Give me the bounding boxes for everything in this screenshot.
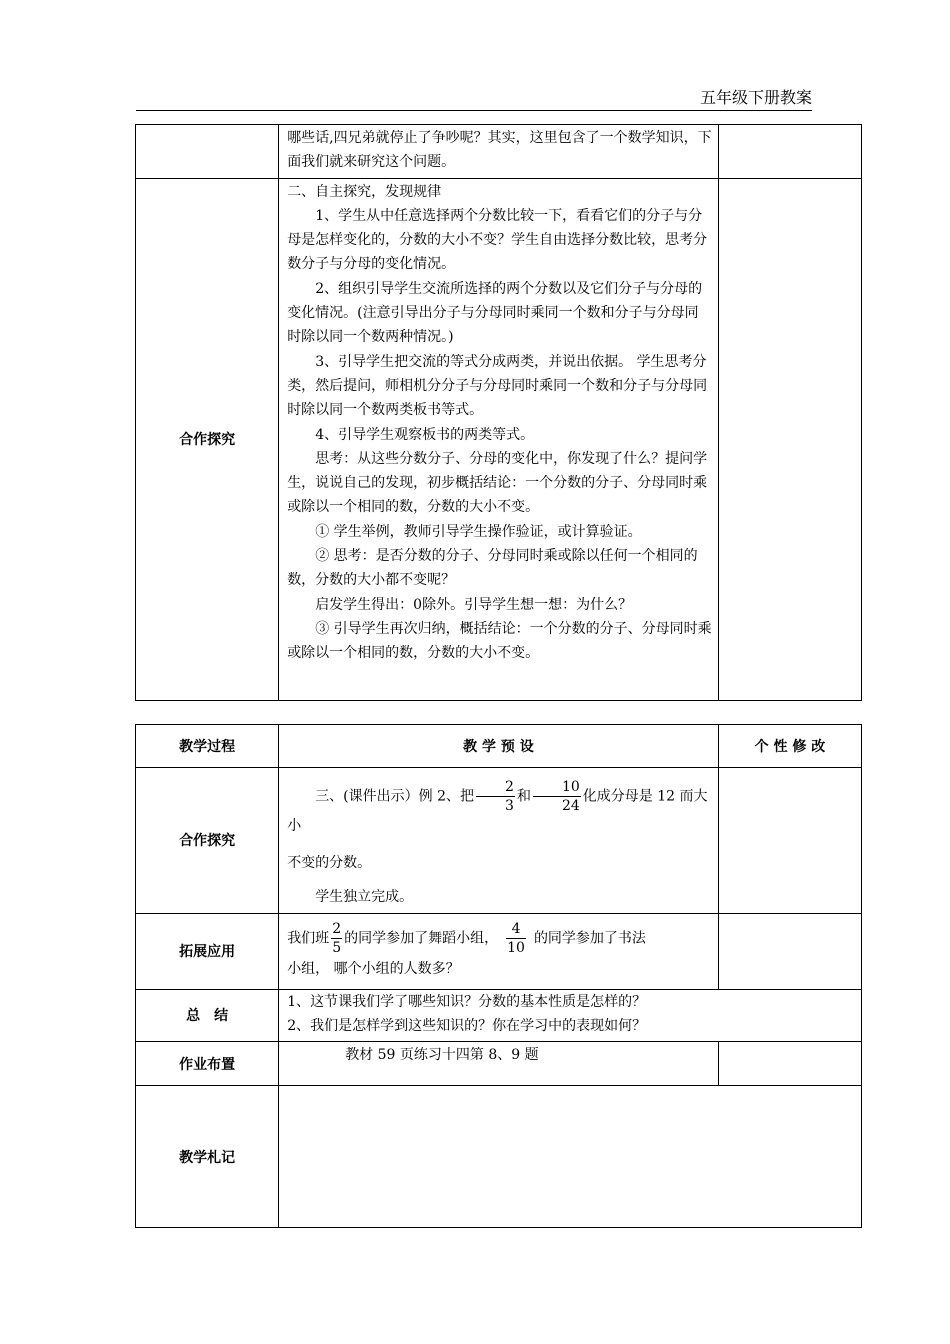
example-text-after: 化成分母是 12 而大小	[287, 788, 708, 834]
example-line-3: 学生独立完成。	[315, 889, 414, 906]
paragraph: 4、引导学生观察板书的两类等式。	[315, 426, 535, 443]
fraction-denominator: 3	[505, 798, 514, 814]
revision-cell	[718, 768, 861, 914]
table-row	[136, 178, 862, 700]
paragraph: ① 学生举例，教师引导学生操作验证，或计算验证。	[315, 523, 642, 540]
example-text-before: 三、(课件出示）例 2、把	[315, 788, 475, 805]
revision-cell	[718, 913, 861, 989]
summary-cell	[279, 989, 862, 1042]
fraction-numerator: 2	[476, 778, 515, 797]
intro-text: 哪些话,四兄弟就停止了争吵呢？其实，这里包含了一个数学知识，下面我们就来研究这个问题。	[287, 130, 712, 171]
table-row	[136, 125, 862, 179]
row-label-summary: 总 结	[136, 989, 279, 1042]
header-plan: 教 学 预 设	[279, 725, 719, 768]
paragraph: 1、学生从中任意选择两个分数比较一下，看看它们的分子与分母是怎样变化的，分数的大小不变？学生自由选择分数比较，思考分数分子与分母的变化情况。	[287, 207, 708, 273]
fraction-numerator: 4	[506, 920, 526, 939]
paragraph: 思考：从这些分数分子、分母的变化中，你发现了什么？提问学生，说说自己的发现，初步概括结论：一个分数的分子、分母同时乘或除以一个相同的数，分数的大小不变。	[287, 450, 708, 516]
header-revision: 个 性 修 改	[718, 725, 861, 768]
table-row	[136, 1086, 862, 1228]
fraction-denominator: 10	[507, 939, 525, 956]
example-line-2: 不变的分数。	[287, 855, 372, 871]
notes-cell[interactable]	[279, 1086, 862, 1228]
fraction-2-5	[331, 920, 342, 957]
homework-cell	[279, 1042, 719, 1086]
fraction-denominator: 5	[332, 939, 342, 956]
paragraph: 3、引导学生把交流的等式分成两类，并说出依据。 学生思考分类，然后提问，师相机分分子与分母同时乘同一个数和分子与分母同时除以同一个数两类板书等式。	[287, 353, 708, 419]
extend-line	[287, 920, 712, 957]
fraction-4-10	[506, 920, 526, 957]
section-heading: 二、自主探究，发现规律	[287, 183, 442, 200]
fraction-2-3	[476, 778, 515, 815]
table-header-row	[136, 725, 862, 768]
fraction-denominator: 24	[561, 798, 580, 814]
revision-cell	[718, 125, 861, 179]
revision-cell	[718, 178, 861, 700]
content-cell	[279, 913, 719, 989]
header-title: 五年级下册教案	[699, 88, 812, 107]
example-and: 和	[516, 788, 531, 805]
lesson-table	[135, 724, 862, 1228]
fraction-numerator: 2	[332, 920, 342, 937]
table-row	[136, 768, 862, 914]
row-label: 合作探究	[136, 768, 279, 914]
paragraph: 启发学生得出：0除外。引导学生想一想：为什么？	[315, 596, 633, 613]
summary-line: 2、我们是怎样学到这些知识的？你在学习中的表现如何？	[287, 1017, 647, 1034]
extend-line-2: 小组， 哪个小组的人数多？	[287, 960, 460, 977]
table-row	[136, 913, 862, 989]
extend-text-1: 我们班	[287, 930, 330, 947]
row-label: 教学札记	[136, 1086, 279, 1228]
table-row	[136, 989, 862, 1042]
header-process: 教学过程	[136, 725, 279, 768]
paragraph: 2、组织引导学生交流所选择的两个分数以及它们分子与分母的变化情况。(注意引导出分子与分母同时乘同一个数和分子与分母同时除以同一个数两种情况。)	[287, 280, 703, 346]
paragraph: ③ 引导学生再次归纳，概括结论：一个分数的分子、分母同时乘或除以一个相同的数，分数的大小不变。	[287, 620, 712, 662]
content-cell	[279, 768, 719, 914]
row-label: 拓展应用	[136, 913, 279, 989]
page-header	[136, 88, 812, 111]
row-label: 作业布置	[136, 1042, 279, 1086]
extend-text-3: 的同学参加了书法	[533, 930, 646, 947]
revision-cell	[718, 1042, 861, 1086]
homework-text: 教材 59 页练习十四第 8、9 题	[345, 1047, 539, 1064]
row-label	[136, 125, 279, 179]
content-cell	[279, 125, 719, 179]
fraction-numerator: 10	[533, 778, 581, 797]
summary-line: 1、这节课我们学了哪些知识？分数的基本性质是怎样的？	[287, 993, 647, 1010]
fraction-10-24	[533, 778, 581, 815]
example-line	[287, 778, 712, 837]
table-row	[136, 1042, 862, 1086]
lesson-table-continued	[135, 124, 862, 701]
paragraph: ② 思考：是否分数的分子、分母同时乘或除以任何一个相同的数，分数的大小都不变呢？	[287, 548, 698, 589]
row-label-explore: 合作探究	[136, 178, 279, 700]
extend-text-2: 的同学参加了舞蹈小组，	[344, 930, 499, 947]
content-cell	[279, 178, 719, 700]
